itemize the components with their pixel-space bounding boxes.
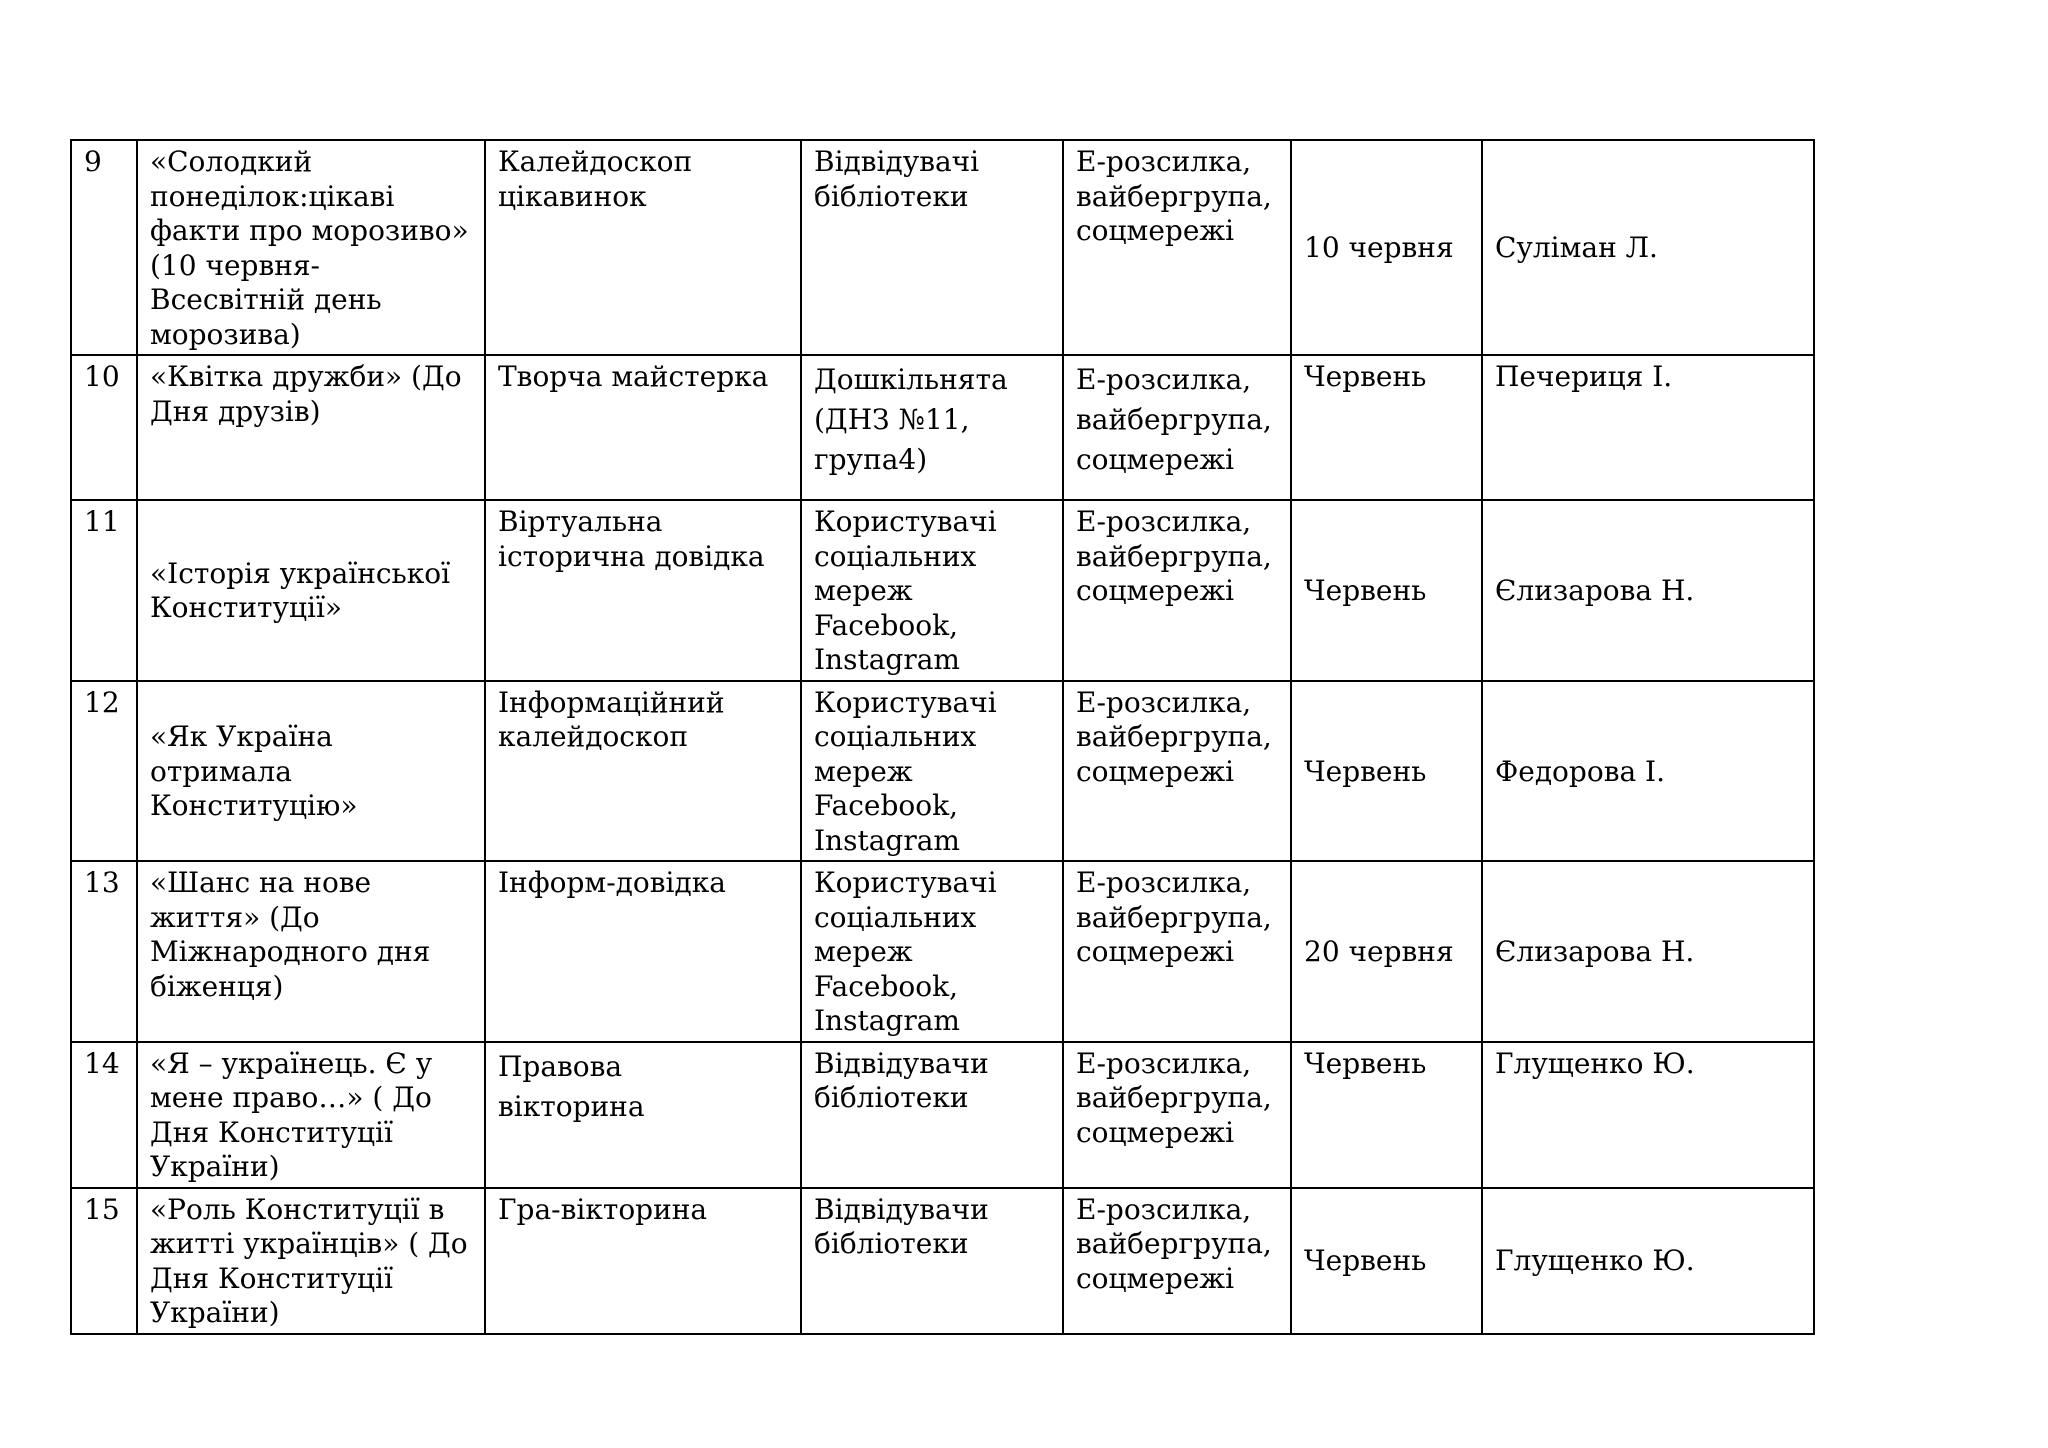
events-table [70, 139, 1815, 1335]
event-title: «Я – українець. Є у мене право…» ( До Дня Конституції України) [137, 1042, 485, 1188]
event-audience: Відвідувачи бібліотеки [801, 1042, 1063, 1188]
row-number: 11 [71, 500, 137, 681]
event-audience: Відвідувачи бібліотеки [801, 1188, 1063, 1334]
event-audience: Відвідувачі бібліотеки [801, 140, 1063, 355]
table-row [71, 500, 1814, 681]
event-form: Творча майстерка [485, 355, 801, 500]
event-title: «Історія української Конституції» [137, 500, 485, 681]
event-audience: Користувачі соціальних мереж Facebook, Instagram [801, 861, 1063, 1042]
event-responsible: Єлизарова Н. [1482, 861, 1814, 1042]
event-title: «Шанс на нове життя» (До Міжнародного дня біженця) [137, 861, 485, 1042]
table-row [71, 355, 1814, 500]
event-channels: Е-розсилка, вайбергрупа, соцмережі [1063, 355, 1291, 500]
event-form: Інформаційний калейдоскоп [485, 681, 801, 862]
row-number: 13 [71, 861, 137, 1042]
event-channels: Е-розсилка, вайбергрупа, соцмережі [1063, 140, 1291, 355]
event-title: «Солодкий понеділок:цікаві факти про морозиво» (10 червня- Всесвітній день морозива) [137, 140, 485, 355]
event-responsible: Федорова І. [1482, 681, 1814, 862]
event-form: Гра-вікторина [485, 1188, 801, 1334]
event-date: Червень [1291, 681, 1482, 862]
event-form: Інформ-довідка [485, 861, 801, 1042]
event-date: Червень [1291, 1188, 1482, 1334]
event-audience: Дошкільнята (ДНЗ №11, група4) [801, 355, 1063, 500]
table-row [71, 681, 1814, 862]
row-number: 9 [71, 140, 137, 355]
event-title: «Роль Конституції в житті українців» ( До Дня Конституції України) [137, 1188, 485, 1334]
event-channels: Е-розсилка, вайбергрупа, соцмережі [1063, 681, 1291, 862]
event-date: 20 червня [1291, 861, 1482, 1042]
event-form: Віртуальна історична довідка [485, 500, 801, 681]
row-number: 12 [71, 681, 137, 862]
event-channels: Е-розсилка, вайбергрупа, соцмережі [1063, 500, 1291, 681]
row-number: 14 [71, 1042, 137, 1188]
event-responsible: Глущенко Ю. [1482, 1042, 1814, 1188]
event-date: 10 червня [1291, 140, 1482, 355]
event-date: Червень [1291, 500, 1482, 681]
event-channels: Е-розсилка, вайбергрупа, соцмережі [1063, 1042, 1291, 1188]
event-date: Червень [1291, 355, 1482, 500]
event-responsible: Глущенко Ю. [1482, 1188, 1814, 1334]
event-audience: Користувачі соціальних мереж Facebook, Instagram [801, 681, 1063, 862]
event-responsible: Печериця І. [1482, 355, 1814, 500]
table-row [71, 1188, 1814, 1334]
event-channels: Е-розсилка, вайбергрупа, соцмережі [1063, 861, 1291, 1042]
event-title: «Квітка дружби» (До Дня друзів) [137, 355, 485, 500]
table-row [71, 1042, 1814, 1188]
event-responsible: Єлизарова Н. [1482, 500, 1814, 681]
event-audience: Користувачі соціальних мереж Facebook, Instagram [801, 500, 1063, 681]
row-number: 15 [71, 1188, 137, 1334]
event-responsible: Суліман Л. [1482, 140, 1814, 355]
table-row [71, 140, 1814, 355]
event-form: Правова вікторина [485, 1042, 801, 1188]
event-channels: Е-розсилка, вайбергрупа, соцмережі [1063, 1188, 1291, 1334]
event-date: Червень [1291, 1042, 1482, 1188]
event-form: Калейдоскоп цікавинок [485, 140, 801, 355]
row-number: 10 [71, 355, 137, 500]
event-title: «Як Україна отримала Конституцію» [137, 681, 485, 862]
table-row [71, 861, 1814, 1042]
